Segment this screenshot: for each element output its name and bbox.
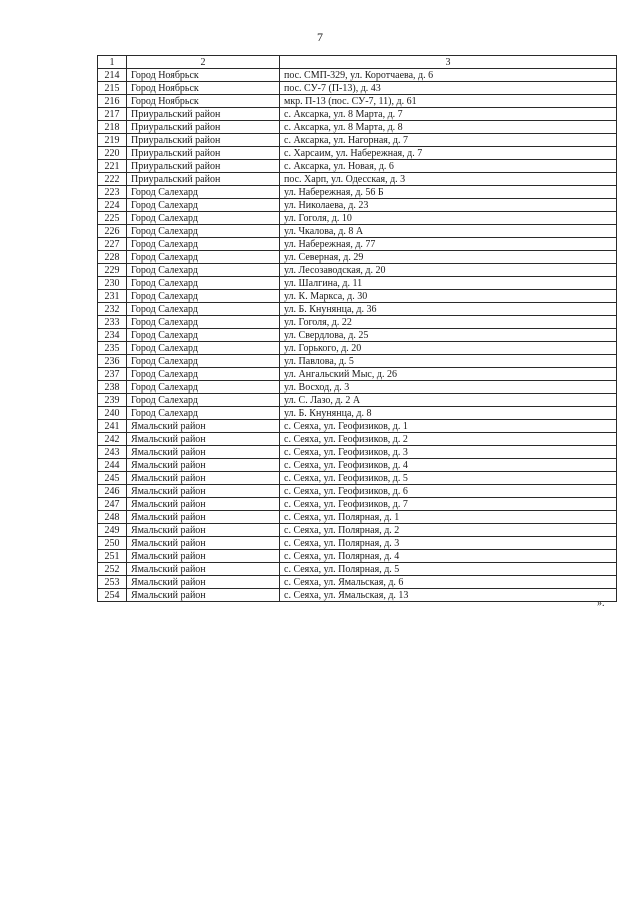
- table-row: [98, 472, 617, 485]
- row-address: с. Сеяха, ул. Полярная, д. 3: [280, 537, 617, 550]
- table-row: [98, 108, 617, 121]
- table-row: [98, 173, 617, 186]
- row-address: с. Сеяха, ул. Геофизиков, д. 5: [280, 472, 617, 485]
- row-address: с. Харсаим, ул. Набережная, д. 7: [280, 147, 617, 160]
- row-address: с. Аксарка, ул. 8 Марта, д. 8: [280, 121, 617, 134]
- row-number: 223: [98, 186, 127, 199]
- row-address: ул. Набережная, д. 56 Б: [280, 186, 617, 199]
- row-municipality: Ямальский район: [127, 446, 280, 459]
- row-number: 253: [98, 576, 127, 589]
- table-row: [98, 290, 617, 303]
- row-number: 240: [98, 407, 127, 420]
- table-row: [98, 82, 617, 95]
- row-number: 251: [98, 550, 127, 563]
- row-number: 225: [98, 212, 127, 225]
- row-address: с. Сеяха, ул. Геофизиков, д. 7: [280, 498, 617, 511]
- table-row: [98, 238, 617, 251]
- row-municipality: Город Салехард: [127, 303, 280, 316]
- row-municipality: Город Ноябрьск: [127, 95, 280, 108]
- table-row: [98, 498, 617, 511]
- row-address: с. Сеяха, ул. Геофизиков, д. 6: [280, 485, 617, 498]
- row-municipality: Город Салехард: [127, 290, 280, 303]
- row-address: с. Сеяха, ул. Геофизиков, д. 2: [280, 433, 617, 446]
- table-row: [98, 69, 617, 82]
- row-number: 215: [98, 82, 127, 95]
- row-municipality: Приуральский район: [127, 160, 280, 173]
- table-row: [98, 316, 617, 329]
- row-number: 214: [98, 69, 127, 82]
- row-number: 238: [98, 381, 127, 394]
- row-municipality: Ямальский район: [127, 433, 280, 446]
- table-row: [98, 420, 617, 433]
- row-number: 250: [98, 537, 127, 550]
- row-number: 233: [98, 316, 127, 329]
- table-row: [98, 511, 617, 524]
- row-municipality: Ямальский район: [127, 524, 280, 537]
- row-municipality: Город Салехард: [127, 329, 280, 342]
- row-municipality: Город Салехард: [127, 186, 280, 199]
- row-number: 237: [98, 368, 127, 381]
- row-municipality: Город Салехард: [127, 212, 280, 225]
- row-number: 246: [98, 485, 127, 498]
- row-address: ул. Набережная, д. 77: [280, 238, 617, 251]
- row-number: 234: [98, 329, 127, 342]
- row-number: 249: [98, 524, 127, 537]
- row-number: 220: [98, 147, 127, 160]
- row-municipality: Приуральский район: [127, 147, 280, 160]
- row-municipality: Приуральский район: [127, 134, 280, 147]
- row-address: с. Аксарка, ул. Новая, д. 6: [280, 160, 617, 173]
- row-municipality: Город Салехард: [127, 264, 280, 277]
- table-row: [98, 537, 617, 550]
- table-row: [98, 303, 617, 316]
- row-number: 245: [98, 472, 127, 485]
- row-address: ул. Николаева, д. 23: [280, 199, 617, 212]
- table-row: [98, 394, 617, 407]
- row-address: ул. Павлова, д. 5: [280, 355, 617, 368]
- table-row: [98, 121, 617, 134]
- row-address: ул. Б. Кнунянца, д. 8: [280, 407, 617, 420]
- table-row: [98, 95, 617, 108]
- row-number: 235: [98, 342, 127, 355]
- row-address: ул. Шалгина, д. 11: [280, 277, 617, 290]
- row-address: ул. Лесозаводская, д. 20: [280, 264, 617, 277]
- table-row: [98, 342, 617, 355]
- row-number: 231: [98, 290, 127, 303]
- row-number: 239: [98, 394, 127, 407]
- row-address: ул. Чкалова, д. 8 А: [280, 225, 617, 238]
- row-municipality: Ямальский район: [127, 472, 280, 485]
- row-municipality: Город Салехард: [127, 199, 280, 212]
- page-number: 7: [317, 30, 323, 44]
- table-row: [98, 329, 617, 342]
- row-address: ул. С. Лазо, д. 2 А: [280, 394, 617, 407]
- row-municipality: Ямальский район: [127, 589, 280, 602]
- row-municipality: Приуральский район: [127, 173, 280, 186]
- row-municipality: Город Салехард: [127, 342, 280, 355]
- row-municipality: Город Салехард: [127, 225, 280, 238]
- row-address: пос. СУ-7 (П-13), д. 43: [280, 82, 617, 95]
- row-address: с. Сеяха, ул. Полярная, д. 5: [280, 563, 617, 576]
- row-address: ул. Восход, д. 3: [280, 381, 617, 394]
- row-address: мкр. П-13 (пос. СУ-7, 11), д. 61: [280, 95, 617, 108]
- row-address: с. Сеяха, ул. Полярная, д. 2: [280, 524, 617, 537]
- row-number: 216: [98, 95, 127, 108]
- row-number: 224: [98, 199, 127, 212]
- table-row: [98, 524, 617, 537]
- row-municipality: Город Салехард: [127, 368, 280, 381]
- row-address: пос. Харп, ул. Одесская, д. 3: [280, 173, 617, 186]
- table-row: [98, 186, 617, 199]
- row-number: 244: [98, 459, 127, 472]
- row-address: ул. К. Маркса, д. 30: [280, 290, 617, 303]
- column-header-municipality: 2: [127, 56, 280, 69]
- table-row: [98, 264, 617, 277]
- row-number: 252: [98, 563, 127, 576]
- table-row: [98, 485, 617, 498]
- address-table: [97, 55, 617, 602]
- row-municipality: Город Ноябрьск: [127, 69, 280, 82]
- row-number: 230: [98, 277, 127, 290]
- row-number: 248: [98, 511, 127, 524]
- closing-quote-mark: ».: [597, 598, 605, 609]
- table-body: [98, 69, 617, 602]
- row-municipality: Приуральский район: [127, 121, 280, 134]
- table-row: [98, 407, 617, 420]
- row-address: с. Сеяха, ул. Геофизиков, д. 3: [280, 446, 617, 459]
- table-header-row: [98, 56, 617, 69]
- row-municipality: Ямальский район: [127, 563, 280, 576]
- column-header-number: 1: [98, 56, 127, 69]
- table-row: [98, 134, 617, 147]
- row-municipality: Ямальский район: [127, 576, 280, 589]
- row-municipality: Ямальский район: [127, 485, 280, 498]
- row-municipality: Ямальский район: [127, 498, 280, 511]
- row-address: ул. Горького, д. 20: [280, 342, 617, 355]
- table-row: [98, 212, 617, 225]
- table-row: [98, 368, 617, 381]
- row-number: 236: [98, 355, 127, 368]
- table-row: [98, 147, 617, 160]
- row-number: 226: [98, 225, 127, 238]
- row-address: ул. Северная, д. 29: [280, 251, 617, 264]
- row-municipality: Город Салехард: [127, 251, 280, 264]
- row-municipality: Город Салехард: [127, 355, 280, 368]
- row-number: 218: [98, 121, 127, 134]
- row-municipality: Ямальский район: [127, 420, 280, 433]
- row-municipality: Приуральский район: [127, 108, 280, 121]
- row-number: 243: [98, 446, 127, 459]
- row-number: 219: [98, 134, 127, 147]
- row-address: ул. Гоголя, д. 22: [280, 316, 617, 329]
- row-address: с. Сеяха, ул. Геофизиков, д. 1: [280, 420, 617, 433]
- row-municipality: Город Ноябрьск: [127, 82, 280, 95]
- table-row: [98, 576, 617, 589]
- row-number: 222: [98, 173, 127, 186]
- row-address: с. Сеяха, ул. Ямальская, д. 6: [280, 576, 617, 589]
- row-municipality: Город Салехард: [127, 277, 280, 290]
- table-row: [98, 433, 617, 446]
- row-number: 217: [98, 108, 127, 121]
- row-address: с. Сеяха, ул. Геофизиков, д. 4: [280, 459, 617, 472]
- row-municipality: Город Салехард: [127, 407, 280, 420]
- row-municipality: Ямальский район: [127, 537, 280, 550]
- row-address: пос. СМП-329, ул. Коротчаева, д. 6: [280, 69, 617, 82]
- row-address: с. Аксарка, ул. 8 Марта, д. 7: [280, 108, 617, 121]
- row-municipality: Город Салехард: [127, 238, 280, 251]
- table-row: [98, 459, 617, 472]
- row-number: 247: [98, 498, 127, 511]
- table-row: [98, 589, 617, 602]
- row-address: с. Аксарка, ул. Нагорная, д. 7: [280, 134, 617, 147]
- row-number: 232: [98, 303, 127, 316]
- row-number: 227: [98, 238, 127, 251]
- row-address: ул. Гоголя, д. 10: [280, 212, 617, 225]
- table-row: [98, 563, 617, 576]
- row-municipality: Город Салехард: [127, 394, 280, 407]
- row-municipality: Ямальский район: [127, 550, 280, 563]
- row-number: 254: [98, 589, 127, 602]
- row-municipality: Ямальский район: [127, 511, 280, 524]
- row-address: с. Сеяха, ул. Полярная, д. 1: [280, 511, 617, 524]
- table-row: [98, 381, 617, 394]
- table-row: [98, 446, 617, 459]
- row-municipality: Город Салехард: [127, 316, 280, 329]
- row-address: с. Сеяха, ул. Ямальская, д. 13: [280, 589, 617, 602]
- table-row: [98, 199, 617, 212]
- table-row: [98, 550, 617, 563]
- row-address: ул. Свердлова, д. 25: [280, 329, 617, 342]
- table-row: [98, 225, 617, 238]
- row-number: 228: [98, 251, 127, 264]
- row-number: 241: [98, 420, 127, 433]
- row-address: с. Сеяха, ул. Полярная, д. 4: [280, 550, 617, 563]
- row-number: 221: [98, 160, 127, 173]
- table-row: [98, 251, 617, 264]
- table-row: [98, 277, 617, 290]
- column-header-address: 3: [280, 56, 617, 69]
- row-number: 242: [98, 433, 127, 446]
- table-row: [98, 160, 617, 173]
- row-municipality: Ямальский район: [127, 459, 280, 472]
- table-row: [98, 355, 617, 368]
- row-municipality: Город Салехард: [127, 381, 280, 394]
- row-address: ул. Б. Кнунянца, д. 36: [280, 303, 617, 316]
- row-address: ул. Ангальский Мыс, д. 26: [280, 368, 617, 381]
- row-number: 229: [98, 264, 127, 277]
